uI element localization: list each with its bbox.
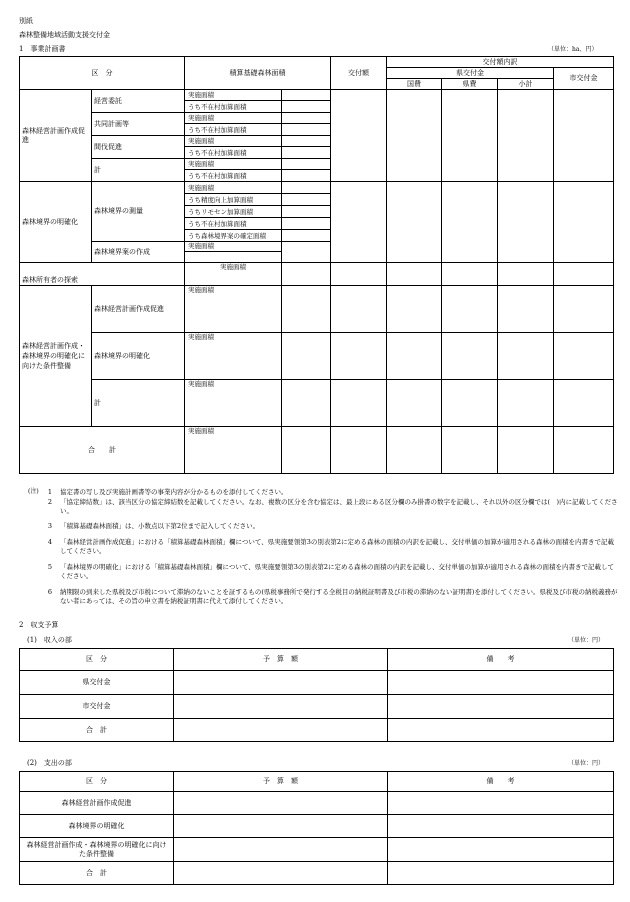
- section2-title: 2 収支予算: [19, 621, 59, 629]
- cat1-sub-1: 経営委託: [92, 90, 185, 113]
- income-title: (1) 収入の部: [27, 636, 72, 644]
- col-shokei: 小計: [498, 79, 554, 90]
- cat4-label: 森林経営計画作成・森林境界の明確化に向けた条件整備: [20, 286, 92, 427]
- note-num: 5: [47, 563, 52, 571]
- attachment-label: 別紙: [19, 17, 33, 25]
- area-item: 実施面積: [185, 113, 282, 124]
- cat3-label: 森林所有者の探索: [20, 263, 185, 286]
- cat1-sub-3: 間伐促進: [92, 136, 185, 159]
- total-label: 合 計: [20, 427, 185, 474]
- col-ken-koufu: 県交付金: [387, 68, 554, 79]
- area-item: うち不在村加算面積: [185, 218, 282, 230]
- area-item: 実施面積: [185, 333, 282, 380]
- income-unit: （単位：円）: [568, 637, 605, 644]
- expense-row-label: 森林境界の明確化: [20, 815, 174, 838]
- expense-col-budget: 予 算 額: [174, 772, 388, 792]
- note-num: 1: [47, 488, 52, 496]
- note-num: 6: [47, 588, 52, 596]
- note-item: [38, 498, 622, 518]
- area-item: 実施面積: [185, 90, 282, 101]
- area-item: 実施面積: [185, 242, 282, 252]
- area-item: うちリモセン加算面積: [185, 206, 282, 218]
- cat4-sub-1: 森林経営計画作成促進: [92, 286, 185, 333]
- area-item: 実施面積: [185, 263, 282, 286]
- area-item: 実施面積: [185, 286, 282, 333]
- col-area: 積算基礎森林面積: [185, 57, 331, 90]
- section1-title: 1 事業計画書: [19, 45, 66, 53]
- area-item: うち不在村加算面積: [185, 147, 282, 159]
- section1-unit: （単位：ha、円）: [548, 46, 598, 53]
- note-num: 2: [47, 498, 52, 506]
- area-item: うち森林境界案の確定面積: [185, 230, 282, 242]
- expense-row-label: 合 計: [20, 862, 174, 885]
- col-kenpi: 県費: [442, 79, 498, 90]
- note-item: [38, 563, 622, 583]
- income-col-remarks: 備 考: [388, 649, 614, 671]
- expense-row-label: 森林経営計画作成促進: [20, 792, 174, 815]
- area-item: 実施面積: [185, 182, 282, 194]
- notes-label: (注): [28, 488, 39, 495]
- note-item: [38, 588, 622, 608]
- expense-col-remarks: 備 考: [388, 772, 614, 792]
- col-koufu: 交付額: [331, 57, 387, 90]
- note-item: [38, 522, 622, 532]
- note-num: 3: [47, 522, 52, 530]
- document-title: 森林整備地域活動支援交付金: [19, 31, 110, 39]
- area-item: うち不在村加算面積: [185, 101, 282, 113]
- area-item: うち精度向上加算面積: [185, 194, 282, 206]
- cat2-sub-1: 森林境界の測量: [92, 182, 185, 242]
- cat4-sub-2: 森林境界の明確化: [92, 333, 185, 380]
- note-text: 納期限の到来した県税及び市税について滞納のないことを証するもの(県税事務所で発行する全税目の納税証明書及び市税の滞納のない証明書)を添付してください。県税及び市税の納税義務がない者にあっては、その旨の申立書を納税証明書に代えて添付してください。: [60, 588, 618, 605]
- area-item: うち不在村加算面積: [185, 124, 282, 136]
- note-item: [38, 538, 622, 558]
- note-text: 「森林経営計画作成促進」における「積算基礎森林面積」欄について、県実施要領第3の別表第2に定める森林の面積の内訳を記載し、交付単価の加算が適用される森林の面積を内書きで記載してください。: [60, 538, 615, 555]
- cat1-sub-4: 計: [92, 159, 185, 182]
- area-item: うち不在村加算面積: [185, 170, 282, 182]
- area-item: 実施面積: [185, 136, 282, 147]
- col-shi-koufu: 市交付金: [554, 68, 614, 90]
- expense-title: (2) 支出の部: [27, 759, 72, 767]
- income-row-label: 合 計: [20, 719, 174, 742]
- income-col-budget: 予 算 額: [174, 649, 388, 671]
- cat1-sub-2: 共同計画等: [92, 113, 185, 136]
- area-item: 実施面積: [185, 380, 282, 427]
- col-kokuhi: 国費: [387, 79, 442, 90]
- income-row-label: 市交付金: [20, 695, 174, 719]
- cat2-label: 森林境界の明確化: [20, 182, 92, 263]
- note-text: 「協定締結数」は、該当区分の協定締結数を記載してください。なお、複数の区分を含む協定は、最上段にある区分欄のみ掛書の数字を記載し、それ以外の区分欄では( )内に記載してください。: [60, 498, 618, 515]
- cat4-sub-3: 計: [92, 380, 185, 427]
- col-kubun: 区 分: [20, 57, 185, 90]
- income-col-kubun: 区 分: [20, 649, 174, 671]
- plan-table: [19, 56, 614, 474]
- area-item: 実施面積: [185, 159, 282, 170]
- expense-table: [19, 771, 614, 885]
- area-item: 実施面積: [185, 427, 282, 474]
- note-text: 協定書の写し及び実施計画書等の事業内容が分かるものを添付してください。: [60, 488, 288, 496]
- expense-unit: （単位：円）: [568, 760, 605, 767]
- expense-row-label: 森林経営計画作成・森林境界の明確化に向けた条件整備: [20, 838, 174, 862]
- note-item: [38, 488, 622, 498]
- income-table: [19, 648, 614, 742]
- income-row-label: 県交付金: [20, 671, 174, 695]
- note-text: 「森林境界の明確化」における「積算基礎森林面積」欄について、県実施要領第3の別表第2に定める森林の面積の内訳を記載し、交付単価の加算が適用される森林の面積を内書きで記載してください。: [60, 563, 615, 580]
- expense-col-kubun: 区 分: [20, 772, 174, 792]
- cat1-label: 森林経営計画作成促進: [20, 90, 92, 182]
- note-text: 「積算基礎森林面積」は、小数点以下第2位まで記入してください。: [60, 522, 260, 530]
- col-uchiwake: 交付額内訳: [387, 57, 614, 68]
- cat2-sub-2: 森林境界案の作成: [92, 242, 185, 263]
- note-num: 4: [47, 538, 52, 546]
